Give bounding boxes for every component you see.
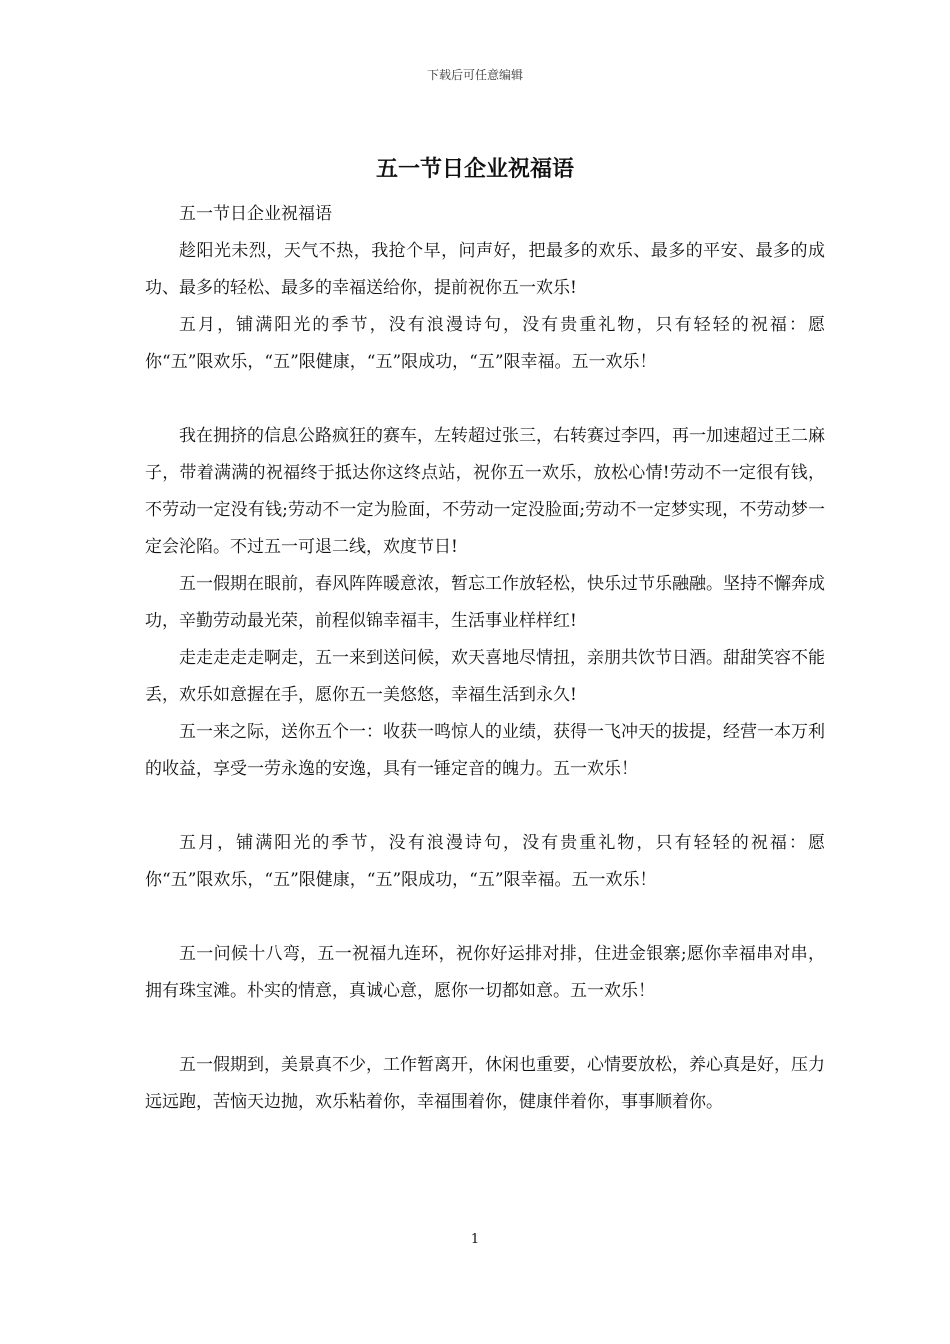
page-number: 1 [470, 1232, 480, 1247]
paragraph: 我在拥挤的信息公路疯狂的赛车，左转超过张三，右转赛过李四，再一加速超过王二麻子，带着满满的祝福终于抵达你这终点站，祝你五一欢乐，放松心情!劳动不一定很有钱，不劳动一定没有钱;劳动不一定为脸面，不劳动一定没脸面;劳动不一定梦实现，不劳动梦一定会沦陷。不过五一可退二线，欢度节日! [145, 426, 825, 557]
paragraph: 五一假期在眼前，春风阵阵暖意浓，暂忘工作放轻松，快乐过节乐融融。坚持不懈奔成功，辛勤劳动最光荣，前程似锦幸福丰，生活事业样样红! [145, 574, 825, 631]
paragraph: 趁阳光未烈，天气不热，我抢个早，问声好，把最多的欢乐、最多的平安、最多的成功、最多的轻松、最多的幸福送给你，提前祝你五一欢乐! [145, 241, 825, 298]
paragraph: 五一问候十八弯，五一祝福九连环，祝你好运排对排，住进金银寨;愿你幸福串对串，拥有珠宝滩。朴实的情意，真诚心意，愿你一切都如意。五一欢乐！ [145, 944, 825, 1001]
paragraph: 五一假期到，美景真不少，工作暂离开，休闲也重要，心情要放松，养心真是好，压力远远跑，苦恼天边抛，欢乐粘着你，幸福围着你，健康伴着你，事事顺着你。 [145, 1055, 825, 1112]
header-note: 下载后可任意编辑 [426, 68, 523, 82]
paragraph: 五一来之际，送你五个一：收获一鸣惊人的业绩，获得一飞冲天的拔提，经营一本万利的收益，享受一劳永逸的安逸，具有一锤定音的魄力。五一欢乐！ [145, 722, 825, 779]
paragraph: 五月，铺满阳光的季节，没有浪漫诗句，没有贵重礼物，只有轻轻的祝福：愿你“五”限欢乐，“五”限健康，“五”限成功，“五”限幸福。五一欢乐！ [145, 833, 825, 890]
paragraph: 走走走走走啊走，五一来到送问候，欢天喜地尽情扭，亲朋共饮节日酒。甜甜笑容不能丢，欢乐如意握在手，愿你五一美悠悠，幸福生活到永久! [145, 648, 825, 705]
document-body [145, 196, 825, 1121]
paragraph-subtitle: 五一节日企业祝福语 [179, 204, 332, 224]
document-title: 五一节日企业祝福语 [375, 156, 574, 182]
paragraph: 五月，铺满阳光的季节，没有浪漫诗句，没有贵重礼物，只有轻轻的祝福：愿你“五”限欢乐，“五”限健康，“五”限成功，“五”限幸福。五一欢乐！ [145, 315, 825, 372]
